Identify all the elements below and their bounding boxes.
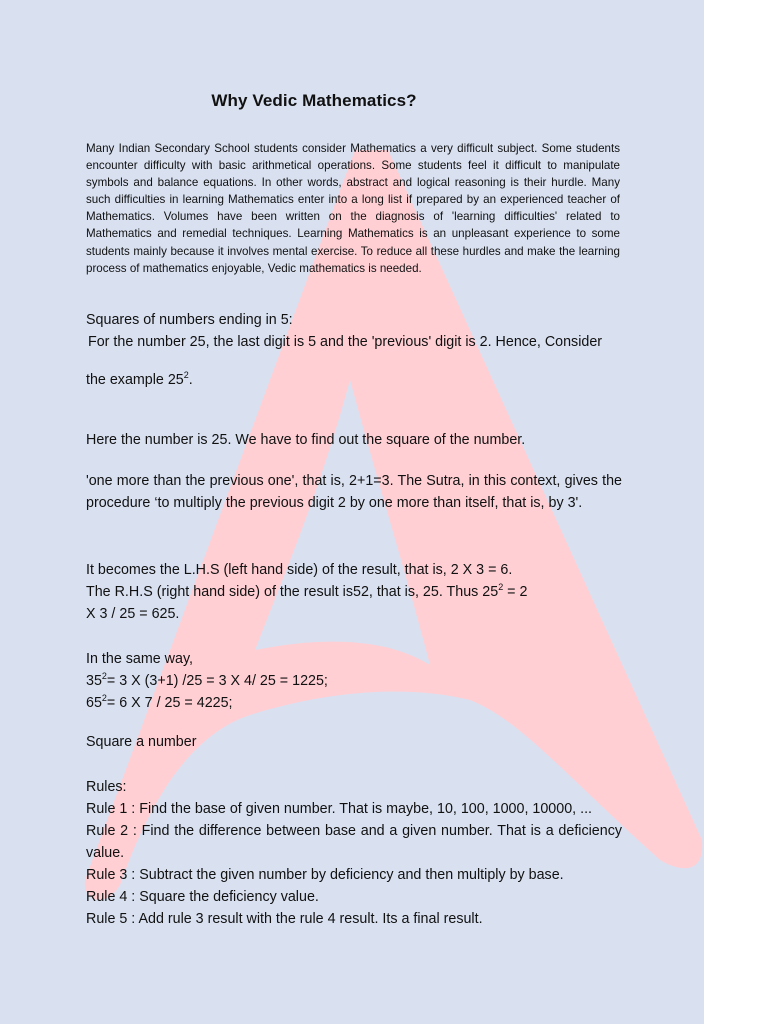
rhs-text-end: = 2 bbox=[503, 584, 528, 600]
equation-35-exponent: 2 bbox=[101, 671, 107, 682]
squares-intro-line: For the number 25, the last digit is 5 and the 'previous' digit is 2. Hence, Consider bbox=[84, 334, 603, 350]
same-way-line: In the same way, bbox=[86, 651, 194, 667]
example-exponent: 2 bbox=[183, 370, 189, 381]
equation-35 bbox=[86, 670, 622, 692]
rhs-result-line: X 3 / 25 = 625. bbox=[86, 606, 180, 622]
here-line: Here the number is 25. We have to find out the square of the number. bbox=[86, 432, 526, 448]
squares-heading: Squares of numbers ending in 5: bbox=[86, 312, 293, 328]
equation-65-exponent: 2 bbox=[101, 693, 107, 704]
sutra-paragraph: 'one more than the previous one', that is, 2+1=3. The Sutra, in this context, gives the procedure ‘to multiply the previous digit 2 by one more than itself, that is, by 3'. bbox=[86, 473, 622, 511]
rule-item: Rule 4 : Square the deficiency value. bbox=[86, 889, 319, 905]
equation-65 bbox=[86, 692, 622, 714]
rules-heading: Rules: bbox=[86, 779, 127, 795]
square-number-heading: Square a number bbox=[86, 734, 197, 750]
rule-item: Rule 5 : Add rule 3 result with the rule 4 result. Its a final result. bbox=[86, 911, 483, 927]
equation-35-rest: = 3 X (3+1) /25 = 3 X 4/ 25 = 1225; bbox=[106, 673, 328, 689]
example-line bbox=[86, 369, 622, 391]
equation-65-rest: = 6 X 7 / 25 = 4225; bbox=[106, 695, 233, 711]
rule-item: Rule 1 : Find the base of given number. That is maybe, 10, 100, 1000, 10000, ... bbox=[86, 801, 593, 817]
example-text: the example 25 bbox=[86, 372, 184, 388]
page-title: Why Vedic Mathematics? bbox=[211, 91, 417, 110]
rhs-exponent: 2 bbox=[498, 582, 504, 593]
intro-paragraph: Many Indian Secondary School students consider Mathematics a very difficult subject. Some students encounter difficulty with basic arithmetical operations. Some students feel it difficult to manipulate symbols and balance equations. In other words, abstract and logical reasoning is their hurdle. Many such difficulties in learning Mathematics enter into a long list if prepared by an experienced teacher of Mathematics. Volumes have been written on the diagnosis of 'learning difficulties' related to Mathematics and remedial techniques. Learning Mathematics is an unpleasant experience to some students mainly because it involves mental exercise. To reduce all these hurdles and make the learning process of mathematics enjoyable, Vedic mathematics is needed. bbox=[86, 142, 620, 275]
equation-35-base: 35 bbox=[86, 673, 102, 689]
rhs-line bbox=[86, 581, 622, 603]
lhs-line: It becomes the L.H.S (left hand side) of the result, that is, 2 X 3 = 6. bbox=[86, 562, 513, 578]
equation-65-base: 65 bbox=[86, 695, 102, 711]
rhs-text: The R.H.S (right hand side) of the result is52, that is, 25. Thus 25 bbox=[86, 584, 499, 600]
rule-item: Rule 3 : Subtract the given number by deficiency and then multiply by base. bbox=[86, 867, 564, 883]
example-end: . bbox=[188, 372, 193, 388]
rule-item: Rule 2 : Find the difference between base and a given number. That is a deficiency value. bbox=[86, 823, 622, 861]
